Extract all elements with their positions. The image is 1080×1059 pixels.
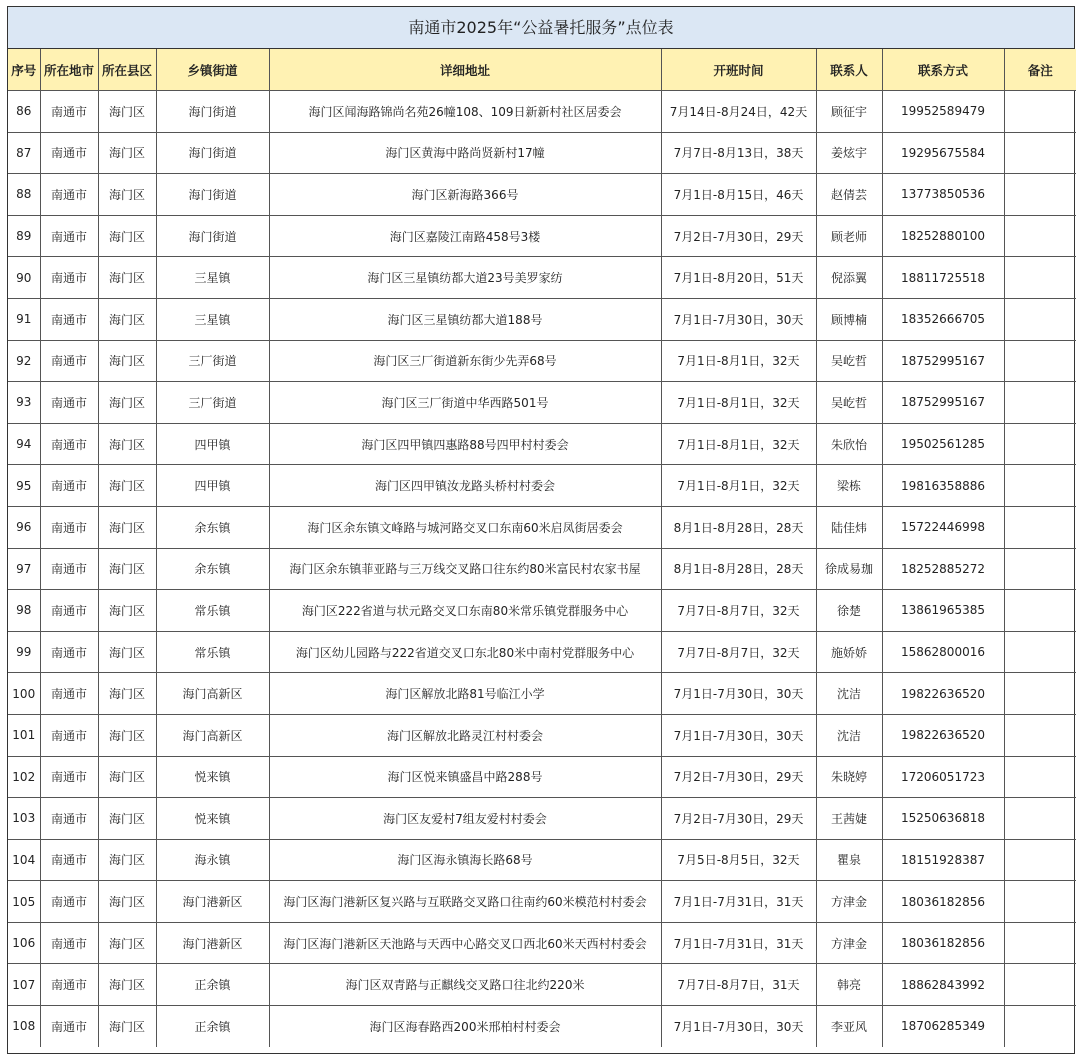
cell-class-time: 7月1日-7月30日，30天 [661,673,816,715]
cell-index: 102 [8,756,40,798]
cell-class-time: 7月1日-8月1日，32天 [661,382,816,424]
site-table [8,49,1076,1047]
table-row [8,548,1076,590]
table-row [8,881,1076,923]
cell-phone: 18752995167 [882,340,1004,382]
cell-notes [1004,382,1076,424]
cell-class-time: 7月7日-8月7日，32天 [661,590,816,632]
cell-contact-person: 沈洁 [816,714,882,756]
cell-city: 南通市 [40,964,98,1006]
cell-address: 海门区四甲镇四惠路88号四甲村村委会 [269,423,661,465]
cell-class-time: 8月1日-8月28日，28天 [661,548,816,590]
cell-notes [1004,257,1076,299]
cell-district: 海门区 [98,922,156,964]
cell-phone: 18252885272 [882,548,1004,590]
cell-address: 海门区余东镇菲亚路与三万线交叉路口往东约80米富民村农家书屋 [269,548,661,590]
cell-phone: 17206051723 [882,756,1004,798]
cell-contact-person: 梁栋 [816,465,882,507]
cell-index: 97 [8,548,40,590]
cell-phone: 18811725518 [882,257,1004,299]
cell-address: 海门区闻海路锦尚名苑26幢108、109日新新村社区居委会 [269,91,661,133]
cell-city: 南通市 [40,465,98,507]
cell-index: 107 [8,964,40,1006]
table-row [8,631,1076,673]
cell-notes [1004,798,1076,840]
cell-notes [1004,922,1076,964]
cell-address: 海门区三星镇纺都大道23号美罗家纺 [269,257,661,299]
cell-contact-person: 沈洁 [816,673,882,715]
cell-address: 海门区海永镇海长路68号 [269,839,661,881]
cell-town: 四甲镇 [156,465,269,507]
cell-notes [1004,964,1076,1006]
cell-class-time: 7月1日-7月30日，30天 [661,1006,816,1047]
cell-notes [1004,132,1076,174]
cell-notes [1004,174,1076,216]
cell-city: 南通市 [40,798,98,840]
cell-district: 海门区 [98,1006,156,1047]
cell-index: 90 [8,257,40,299]
cell-index: 106 [8,922,40,964]
cell-notes [1004,548,1076,590]
cell-district: 海门区 [98,340,156,382]
spreadsheet [7,6,1075,1054]
cell-address: 海门区双青路与正麒线交叉路口往北约220米 [269,964,661,1006]
header-phone: 联系方式 [882,49,1004,91]
cell-class-time: 8月1日-8月28日，28天 [661,506,816,548]
cell-district: 海门区 [98,506,156,548]
cell-address: 海门区友爱村7组友爱村村委会 [269,798,661,840]
cell-contact-person: 施娇娇 [816,631,882,673]
cell-address: 海门区四甲镇汝龙路头桥村村委会 [269,465,661,507]
cell-city: 南通市 [40,756,98,798]
cell-district: 海门区 [98,174,156,216]
cell-town: 三厂街道 [156,382,269,424]
cell-address: 海门区海春路西200米邢柏村村委会 [269,1006,661,1047]
cell-address: 海门区海门港新区天池路与天西中心路交叉口西北60米天西村村委会 [269,922,661,964]
header-row [8,49,1076,91]
cell-index: 91 [8,298,40,340]
cell-address: 海门区三星镇纺都大道188号 [269,298,661,340]
cell-contact-person: 顾老师 [816,215,882,257]
cell-contact-person: 吴屹哲 [816,340,882,382]
cell-city: 南通市 [40,257,98,299]
cell-district: 海门区 [98,714,156,756]
cell-city: 南通市 [40,423,98,465]
cell-class-time: 7月2日-7月30日，29天 [661,798,816,840]
cell-notes [1004,340,1076,382]
cell-district: 海门区 [98,382,156,424]
cell-index: 86 [8,91,40,133]
table-row [8,298,1076,340]
table-row [8,257,1076,299]
cell-city: 南通市 [40,298,98,340]
cell-phone: 19822636520 [882,673,1004,715]
cell-city: 南通市 [40,1006,98,1047]
cell-city: 南通市 [40,548,98,590]
cell-notes [1004,423,1076,465]
cell-city: 南通市 [40,714,98,756]
cell-district: 海门区 [98,756,156,798]
table-row [8,132,1076,174]
cell-index: 94 [8,423,40,465]
cell-town: 海门港新区 [156,881,269,923]
cell-town: 海门街道 [156,174,269,216]
cell-town: 海门高新区 [156,714,269,756]
cell-district: 海门区 [98,839,156,881]
cell-index: 103 [8,798,40,840]
cell-town: 三厂街道 [156,340,269,382]
cell-district: 海门区 [98,132,156,174]
cell-town: 三星镇 [156,298,269,340]
cell-class-time: 7月1日-8月1日，32天 [661,465,816,507]
cell-address: 海门区222省道与状元路交叉口东南80米常乐镇党群服务中心 [269,590,661,632]
cell-town: 正余镇 [156,964,269,1006]
cell-town: 余东镇 [156,506,269,548]
cell-notes [1004,506,1076,548]
cell-district: 海门区 [98,673,156,715]
cell-class-time: 7月1日-7月30日，30天 [661,298,816,340]
cell-phone: 18151928387 [882,839,1004,881]
cell-city: 南通市 [40,839,98,881]
cell-index: 92 [8,340,40,382]
cell-contact-person: 徐楚 [816,590,882,632]
cell-index: 99 [8,631,40,673]
cell-phone: 15862800016 [882,631,1004,673]
table-row [8,506,1076,548]
table-title: 南通市2025年“公益暑托服务”点位表 [8,7,1074,49]
cell-city: 南通市 [40,631,98,673]
cell-contact-person: 顾征宇 [816,91,882,133]
cell-town: 海门街道 [156,132,269,174]
cell-address: 海门区嘉陵江南路458号3楼 [269,215,661,257]
table-row [8,798,1076,840]
table-row [8,673,1076,715]
table-row [8,922,1076,964]
cell-phone: 15722446998 [882,506,1004,548]
cell-contact-person: 吴屹哲 [816,382,882,424]
header-town: 乡镇街道 [156,49,269,91]
header-address: 详细地址 [269,49,661,91]
cell-district: 海门区 [98,881,156,923]
cell-contact-person: 李亚风 [816,1006,882,1047]
cell-notes [1004,839,1076,881]
cell-town: 余东镇 [156,548,269,590]
cell-city: 南通市 [40,174,98,216]
cell-city: 南通市 [40,340,98,382]
cell-address: 海门区三厂街道新东街少先弄68号 [269,340,661,382]
cell-town: 四甲镇 [156,423,269,465]
cell-city: 南通市 [40,215,98,257]
cell-contact-person: 陆佳炜 [816,506,882,548]
cell-class-time: 7月1日-8月1日，32天 [661,423,816,465]
cell-district: 海门区 [98,298,156,340]
cell-class-time: 7月7日-8月13日，38天 [661,132,816,174]
header-class-time: 开班时间 [661,49,816,91]
table-row [8,174,1076,216]
cell-district: 海门区 [98,548,156,590]
table-row [8,756,1076,798]
cell-phone: 18752995167 [882,382,1004,424]
cell-notes [1004,215,1076,257]
cell-notes [1004,1006,1076,1047]
cell-city: 南通市 [40,506,98,548]
cell-index: 93 [8,382,40,424]
cell-address: 海门区幼儿园路与222省道交叉口东北80米中南村党群服务中心 [269,631,661,673]
cell-index: 87 [8,132,40,174]
cell-address: 海门区解放北路灵江村村委会 [269,714,661,756]
cell-town: 海门高新区 [156,673,269,715]
cell-town: 常乐镇 [156,590,269,632]
cell-city: 南通市 [40,382,98,424]
cell-class-time: 7月2日-7月30日，29天 [661,756,816,798]
cell-city: 南通市 [40,590,98,632]
cell-city: 南通市 [40,673,98,715]
cell-phone: 15250636818 [882,798,1004,840]
cell-class-time: 7月5日-8月5日，32天 [661,839,816,881]
cell-phone: 18252880100 [882,215,1004,257]
table-row [8,382,1076,424]
cell-town: 海门港新区 [156,922,269,964]
cell-contact-person: 瞿泉 [816,839,882,881]
cell-class-time: 7月14日-8月24日，42天 [661,91,816,133]
table-row [8,964,1076,1006]
cell-city: 南通市 [40,132,98,174]
cell-index: 100 [8,673,40,715]
cell-district: 海门区 [98,798,156,840]
cell-phone: 18036182856 [882,881,1004,923]
cell-notes [1004,631,1076,673]
cell-notes [1004,673,1076,715]
cell-district: 海门区 [98,465,156,507]
cell-notes [1004,590,1076,632]
cell-index: 95 [8,465,40,507]
cell-address: 海门区余东镇文峰路与城河路交叉口东南60米启凤街居委会 [269,506,661,548]
cell-town: 海门街道 [156,215,269,257]
cell-district: 海门区 [98,257,156,299]
cell-town: 悦来镇 [156,798,269,840]
cell-class-time: 7月1日-7月30日，30天 [661,714,816,756]
table-row [8,465,1076,507]
cell-district: 海门区 [98,631,156,673]
cell-notes [1004,91,1076,133]
cell-index: 108 [8,1006,40,1047]
cell-district: 海门区 [98,590,156,632]
cell-phone: 18036182856 [882,922,1004,964]
cell-city: 南通市 [40,922,98,964]
cell-phone: 19295675584 [882,132,1004,174]
cell-address: 海门区悦来镇盛昌中路288号 [269,756,661,798]
cell-address: 海门区解放北路81号临江小学 [269,673,661,715]
header-contact-person: 联系人 [816,49,882,91]
cell-notes [1004,756,1076,798]
cell-phone: 19952589479 [882,91,1004,133]
cell-address: 海门区新海路366号 [269,174,661,216]
cell-phone: 18706285349 [882,1006,1004,1047]
cell-class-time: 7月1日-8月15日，46天 [661,174,816,216]
cell-town: 常乐镇 [156,631,269,673]
cell-district: 海门区 [98,423,156,465]
cell-contact-person: 方津金 [816,922,882,964]
header-notes: 备注 [1004,49,1076,91]
cell-class-time: 7月2日-7月30日，29天 [661,215,816,257]
cell-phone: 18352666705 [882,298,1004,340]
table-row [8,91,1076,133]
cell-notes [1004,465,1076,507]
cell-index: 89 [8,215,40,257]
cell-class-time: 7月7日-8月7日，31天 [661,964,816,1006]
cell-contact-person: 顾博楠 [816,298,882,340]
cell-address: 海门区黄海中路尚贤新村17幢 [269,132,661,174]
table-row [8,839,1076,881]
cell-phone: 13861965385 [882,590,1004,632]
cell-phone: 18862843992 [882,964,1004,1006]
cell-index: 88 [8,174,40,216]
cell-town: 正余镇 [156,1006,269,1047]
cell-index: 104 [8,839,40,881]
cell-phone: 19822636520 [882,714,1004,756]
cell-contact-person: 倪添翼 [816,257,882,299]
cell-index: 96 [8,506,40,548]
cell-city: 南通市 [40,91,98,133]
cell-district: 海门区 [98,964,156,1006]
cell-town: 悦来镇 [156,756,269,798]
cell-town: 三星镇 [156,257,269,299]
cell-town: 海永镇 [156,839,269,881]
table-row [8,1006,1076,1047]
cell-contact-person: 徐成易珈 [816,548,882,590]
cell-notes [1004,881,1076,923]
header-district: 所在县区 [98,49,156,91]
cell-class-time: 7月1日-8月20日，51天 [661,257,816,299]
table-header [8,49,1076,91]
cell-district: 海门区 [98,91,156,133]
table-row [8,423,1076,465]
cell-contact-person: 朱欣怡 [816,423,882,465]
cell-class-time: 7月7日-8月7日，32天 [661,631,816,673]
cell-phone: 19502561285 [882,423,1004,465]
cell-city: 南通市 [40,881,98,923]
cell-index: 105 [8,881,40,923]
cell-contact-person: 赵倩芸 [816,174,882,216]
cell-address: 海门区三厂街道中华西路501号 [269,382,661,424]
cell-contact-person: 王茜婕 [816,798,882,840]
cell-town: 海门街道 [156,91,269,133]
cell-phone: 13773850536 [882,174,1004,216]
cell-contact-person: 姜炫宇 [816,132,882,174]
cell-district: 海门区 [98,215,156,257]
table-body [8,91,1076,1047]
table-row [8,340,1076,382]
table-row [8,590,1076,632]
cell-notes [1004,714,1076,756]
cell-index: 101 [8,714,40,756]
header-index: 序号 [8,49,40,91]
cell-phone: 19816358886 [882,465,1004,507]
cell-contact-person: 方津金 [816,881,882,923]
cell-index: 98 [8,590,40,632]
cell-contact-person: 韩亮 [816,964,882,1006]
cell-class-time: 7月1日-7月31日，31天 [661,922,816,964]
cell-notes [1004,298,1076,340]
cell-contact-person: 朱晓婷 [816,756,882,798]
header-city: 所在地市 [40,49,98,91]
table-row [8,215,1076,257]
cell-address: 海门区海门港新区复兴路与互联路交叉路口往南约60米模范村村委会 [269,881,661,923]
table-row [8,714,1076,756]
cell-class-time: 7月1日-7月31日，31天 [661,881,816,923]
cell-class-time: 7月1日-8月1日，32天 [661,340,816,382]
